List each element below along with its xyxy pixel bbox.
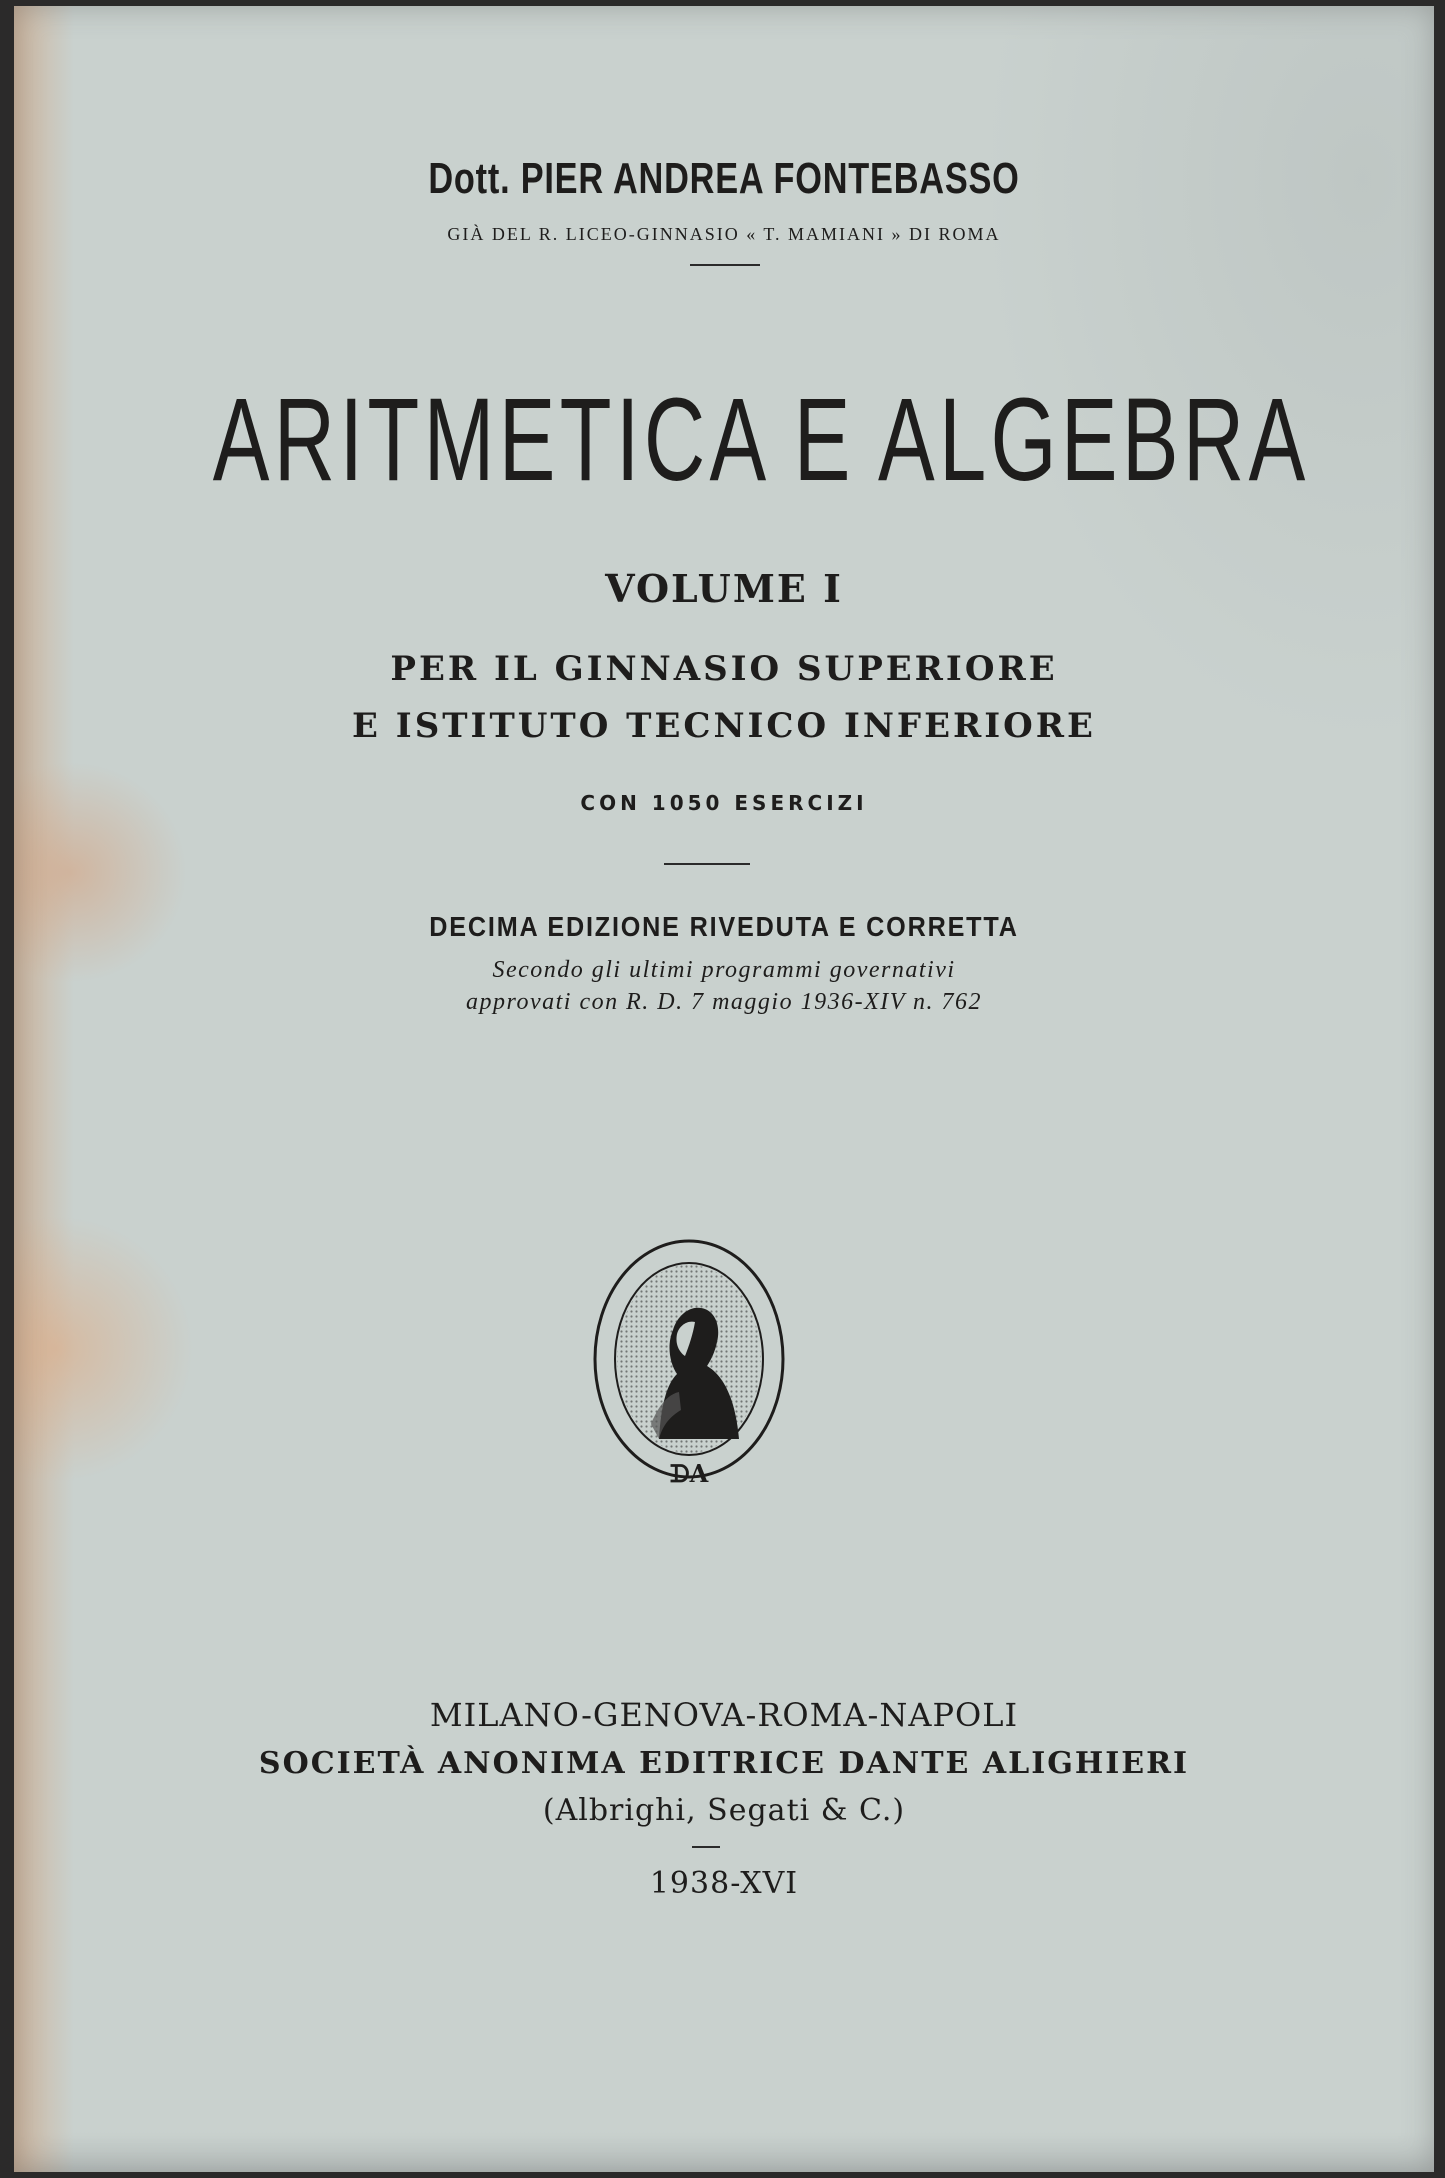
printer-name: (Albrighi, Segati & C.): [542, 1793, 906, 1828]
divider-top: [690, 264, 760, 266]
program-line-1: Secondo gli ultimi programmi governativi: [492, 957, 956, 983]
subtitle-line-1: PER IL GINNASIO SUPERIORE: [390, 649, 1058, 689]
subtitle-line-2: E ISTITUTO TECNICO INFERIORE: [352, 706, 1096, 746]
divider-middle: [664, 863, 750, 865]
program-line-2: approvati con R. D. 7 maggio 1936-XIV n. 762: [466, 989, 982, 1015]
book-cover: [14, 6, 1434, 2172]
svg-text:ᗪA: ᗪA: [669, 1459, 709, 1488]
publisher-seal-icon: [589, 1234, 789, 1500]
publisher-cities: MILANO-GENOVA-ROMA-NAPOLI: [429, 1696, 1019, 1734]
book-title: ARITMETICA E ALGEBRA: [212, 374, 1310, 506]
exercises-count: CON 1050 ESERCIZI: [580, 791, 868, 815]
author-name: Dott. PIER ANDREA FONTEBASSO: [428, 154, 1020, 203]
divider-bottom: [692, 1846, 720, 1848]
edition-label: DECIMA EDIZIONE RIVEDUTA E CORRETTA: [429, 911, 1019, 942]
publication-year: 1938-XVI: [649, 1866, 799, 1901]
author-affiliation: GIÀ DEL R. LICEO-GINNASIO « T. MAMIANI » DI ROMA: [447, 224, 1001, 244]
volume-label: VOLUME I: [605, 566, 843, 611]
publisher-name: SOCIETÀ ANONIMA EDITRICE DANTE ALIGHIERI: [258, 1746, 1190, 1781]
